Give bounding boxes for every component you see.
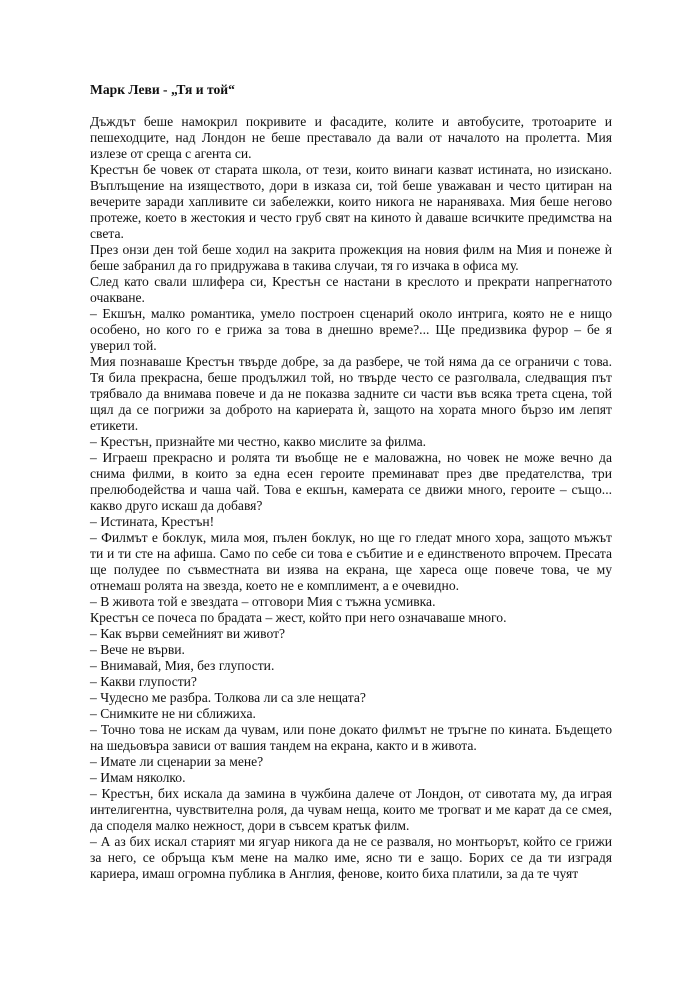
paragraph: – Екшън, малко романтика, умело построен сценарий около интрига, която не е нищо особено, но кого го е грижа за това в днешно време?... Ще предизвика фурор – бе я уверил той. [90, 306, 612, 353]
paragraph: През онзи ден той беше ходил на закрита прожекция на новия филм на Мия и понеже ѝ беше забранил да го придружава в такива случаи, тя го изчака в офиса му. [90, 242, 612, 273]
paragraph: – Имате ли сценарии за мене? [90, 754, 264, 769]
paragraph: Крестън се почеса по брадата – жест, който при него означаваше много. [90, 610, 507, 625]
paragraph: – Филмът е боклук, мила моя, пълен боклук, но ще го гледат много хора, защото мъжът ти и ти сте на афиша. Само по себе си това е събитие и е единственото впрочем. Пресата ще полудее по съвместната ви изява на екрана, ще харесa още повече това, че му отнемаш ролята на звезда, което не е комплимент, а е очевидно. [90, 530, 612, 593]
paragraph: – В живота той е звездата – отговори Мия с тъжна усмивка. [90, 594, 436, 609]
paragraph: – Истината, Крестън! [90, 514, 215, 529]
paragraph: – Какви глупости? [90, 674, 197, 689]
paragraph: – Крестън, бих искала да замина в чужбина далече от Лондон, от сивотата му, да играя интелигентна, чувствителна роля, да чувам неща, които ме трогват и ме карат да се смея, да споделя малко нежност, дори в съвсем кратък филм. [90, 786, 612, 833]
paragraph: – А аз бих искал старият ми ягуар никога да не се разваля, но монтьорът, който се грижи за него, се обръща към мене на малко име, ясно ти е защо. Борих се да ти изградя кариера, имаш огромна публика в Англия, фенове, които биха платили, за да те чуят [90, 834, 612, 881]
paragraph: Дъждът беше намокрил покривите и фасадите, колите и автобусите, тротоарите и пешеходците, над Лондон не беше преставало да вали от началото на пролетта. Мия излезе от среща с агента си. [90, 114, 612, 161]
paragraph: Крестън бе човек от старата школа, от тези, които винаги казват истината, но изискано. Въплъщение на изяществото, дори в изказа си, той беше уважаван и често цитиран на вечерите заради хапливите си забележки, които никога не наранявaха. Мия беше негово протеже, което в жестокия и често груб свят на киното ѝ даваше всичките предимства на света. [90, 162, 612, 241]
document-body [90, 114, 612, 882]
paragraph: – Играеш прекрасно и ролята ти въобще не е маловажна, но човек не може вечно да снима филми, в които за една есен героите преминават през две предателства, три прелюбодейства и чаша чай. Това е екшън, камерата се движи много, героите – също... какво друго искаш да добавя? [90, 450, 612, 513]
paragraph: След като свали шлифера си, Крестън се настани в креслото и прекрати напрегнатото очакване. [90, 274, 612, 305]
paragraph: – Внимавай, Мия, без глупости. [90, 658, 275, 673]
paragraph: – Крестън, признайте ми честно, какво мислите за филма. [90, 434, 427, 449]
paragraph: – Снимките не ни сближиха. [90, 706, 256, 721]
paragraph: – Как върви семейният ви живот? [90, 626, 286, 641]
paragraph: – Имам няколко. [90, 770, 186, 785]
paragraph: – Чудесно ме разбра. Толкова ли са зле нещата? [90, 690, 366, 705]
paragraph: – Точно това не искам да чувам, или поне докато филмът не тръгне по кината. Бъдещето на шедьовъра зависи от вашия тандем на екрана, както и в живота. [90, 722, 612, 753]
paragraph: – Вече не върви. [90, 642, 185, 657]
paragraph: Мия познаваше Крестън твърде добре, за да разбере, че той няма да се ограничи с това. Тя била прекрасна, беше продължил той, но твърде често се разголвала, следващия път трябвало да внимава повече и да не показва задните си части във всяка трета сцена, той щял да се погрижи за доброто на кариерата ѝ, защото на хората много бързо им лепят етикети. [90, 354, 612, 433]
document-title: Марк Леви - „Тя и той“ [90, 82, 235, 97]
